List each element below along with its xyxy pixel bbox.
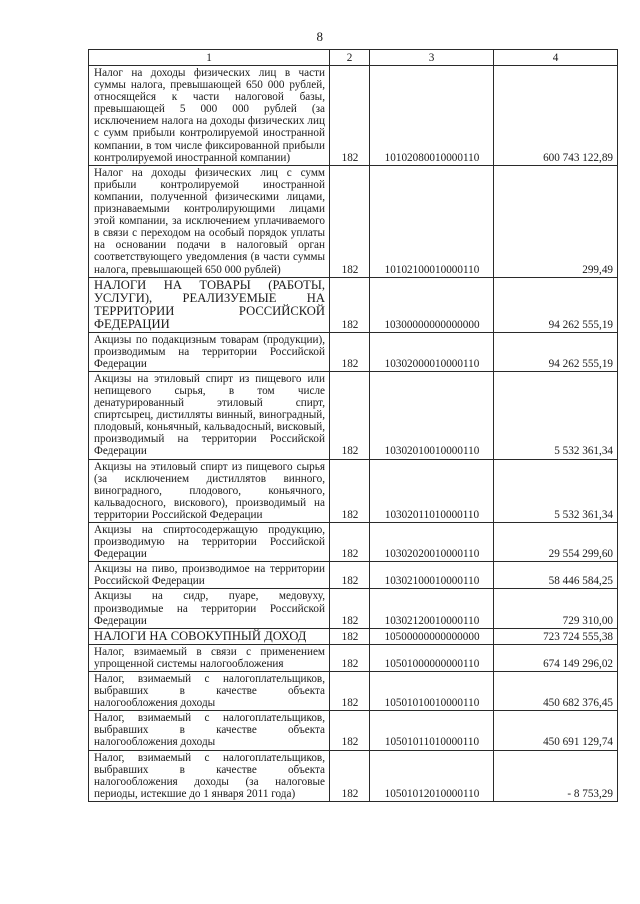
admin-code-cell: 182 — [330, 459, 370, 522]
table-row — [89, 628, 618, 644]
amount-cell: 450 691 129,74 — [494, 711, 618, 750]
budget-code-cell: 10302100010000110 — [370, 562, 494, 589]
budget-code-cell: 10102100010000110 — [370, 165, 494, 277]
table-row — [89, 371, 618, 459]
table-row — [89, 711, 618, 750]
income-name-cell: Акцизы по подакцизным товарам (продукции), производимым на территории Российской Федерации — [89, 332, 330, 371]
amount-cell: 29 554 299,60 — [494, 523, 618, 562]
amount-cell: 723 724 555,38 — [494, 628, 618, 644]
budget-code-cell: 10500000000000000 — [370, 628, 494, 644]
amount-cell: - 8 753,29 — [494, 750, 618, 801]
budget-code-cell: 10302020010000110 — [370, 523, 494, 562]
budget-code-cell: 10300000000000000 — [370, 277, 494, 332]
page-number: 8 — [316, 29, 324, 44]
budget-code-cell: 10501012010000110 — [370, 750, 494, 801]
column-header-2: 2 — [330, 50, 370, 66]
budget-code-cell: 10302011010000110 — [370, 459, 494, 522]
table-row — [89, 589, 618, 628]
income-name-cell: Налог на доходы физических лиц с сумм прибыли контролируемой иностранной компании, полученной физическими лицами, признаваемыми контролирующими лицами этой компании, за исключением уплачиваемого в связи с переходом на особый порядок уплаты на основании подачи в налоговый орган соответствующего уведомления (в части суммы налога, превышающей 650 000 рублей) — [89, 165, 330, 277]
amount-cell: 729 310,00 — [494, 589, 618, 628]
amount-cell: 58 446 584,25 — [494, 562, 618, 589]
income-name-cell: Налог на доходы физических лиц в части суммы налога, превышающей 650 000 рублей, относящейся к части налоговой базы, превышающей 5 000 000 рублей (за исключением налога на доходы физических лиц с сумм прибыли контролируемой иностранной компании, в том числе фиксированной прибыли контролируемой иностранной компании) — [89, 66, 330, 166]
income-name-cell: Акцизы на пиво, производимое на территории Российской Федерации — [89, 562, 330, 589]
budget-code-cell: 10302120010000110 — [370, 589, 494, 628]
admin-code-cell: 182 — [330, 277, 370, 332]
table-row — [89, 644, 618, 671]
table-row — [89, 562, 618, 589]
admin-code-cell: 182 — [330, 711, 370, 750]
header-row — [89, 50, 618, 66]
amount-cell: 600 743 122,89 — [494, 66, 618, 166]
amount-cell: 94 262 555,19 — [494, 332, 618, 371]
income-name-cell: Налог, взимаемый с налогоплательщиков, выбравших в качестве объекта налогообложения доходы — [89, 711, 330, 750]
admin-code-cell: 182 — [330, 523, 370, 562]
admin-code-cell: 182 — [330, 371, 370, 459]
budget-code-cell: 10102080010000110 — [370, 66, 494, 166]
income-name-cell: Акцизы на этиловый спирт из пищевого или непищевого сырья, в том числе денатурированный этиловый спирт, спиртсырец, дистилляты винный, виноградный, плодовый, коньячный, кальвадосный, висковый, производимый на территории Российской Федерации — [89, 371, 330, 459]
column-header-4: 4 — [494, 50, 618, 66]
admin-code-cell: 182 — [330, 628, 370, 644]
admin-code-cell: 182 — [330, 671, 370, 710]
column-header-3: 3 — [370, 50, 494, 66]
table-body — [89, 66, 618, 802]
amount-cell: 94 262 555,19 — [494, 277, 618, 332]
table-row — [89, 523, 618, 562]
amount-cell: 5 532 361,34 — [494, 371, 618, 459]
admin-code-cell: 182 — [330, 589, 370, 628]
amount-cell: 450 682 376,45 — [494, 671, 618, 710]
admin-code-cell: 182 — [330, 562, 370, 589]
budget-code-cell: 10501010010000110 — [370, 671, 494, 710]
table-row — [89, 66, 618, 166]
budget-code-cell: 10501011010000110 — [370, 711, 494, 750]
admin-code-cell: 182 — [330, 644, 370, 671]
amount-cell: 674 149 296,02 — [494, 644, 618, 671]
amount-cell: 5 532 361,34 — [494, 459, 618, 522]
admin-code-cell: 182 — [330, 750, 370, 801]
budget-code-cell: 10501000000000110 — [370, 644, 494, 671]
income-name-cell: Акцизы на сидр, пуаре, медовуху, производимые на территории Российской Федерации — [89, 589, 330, 628]
amount-cell: 299,49 — [494, 165, 618, 277]
income-name-cell: Налог, взимаемый с налогоплательщиков, выбравших в качестве объекта налогообложения доходы — [89, 671, 330, 710]
table-row — [89, 671, 618, 710]
revenue-table — [88, 49, 618, 802]
income-name-cell: Акцизы на спиртосодержащую продукцию, производимую на территории Российской Федерации — [89, 523, 330, 562]
income-name-cell: Налог, взимаемый с налогоплательщиков, выбравших в качестве объекта налогообложения доходы (за налоговые периоды, истекшие до 1 января 2011 года) — [89, 750, 330, 801]
admin-code-cell: 182 — [330, 332, 370, 371]
table-row — [89, 165, 618, 277]
table-row — [89, 459, 618, 522]
admin-code-cell: 182 — [330, 165, 370, 277]
column-header-1: 1 — [89, 50, 330, 66]
income-name-cell: Акцизы на этиловый спирт из пищевого сырья (за исключением дистиллятов винного, виноградного, плодового, коньячного, кальвадосного, вискового), производимый на территории Российской Федерации — [89, 459, 330, 522]
income-name-cell: НАЛОГИ НА ТОВАРЫ (РАБОТЫ, УСЛУГИ), РЕАЛИЗУЕМЫЕ НА ТЕРРИТОРИИ РОССИЙСКОЙ ФЕДЕРАЦИИ — [89, 277, 330, 332]
table-row — [89, 277, 618, 332]
admin-code-cell: 182 — [330, 66, 370, 166]
income-name-cell: Налог, взимаемый в связи с применением упрощенной системы налогообложения — [89, 644, 330, 671]
budget-code-cell: 10302000010000110 — [370, 332, 494, 371]
table-row — [89, 750, 618, 801]
table-row — [89, 332, 618, 371]
income-name-cell: НАЛОГИ НА СОВОКУПНЫЙ ДОХОД — [89, 628, 330, 644]
budget-code-cell: 10302010010000110 — [370, 371, 494, 459]
